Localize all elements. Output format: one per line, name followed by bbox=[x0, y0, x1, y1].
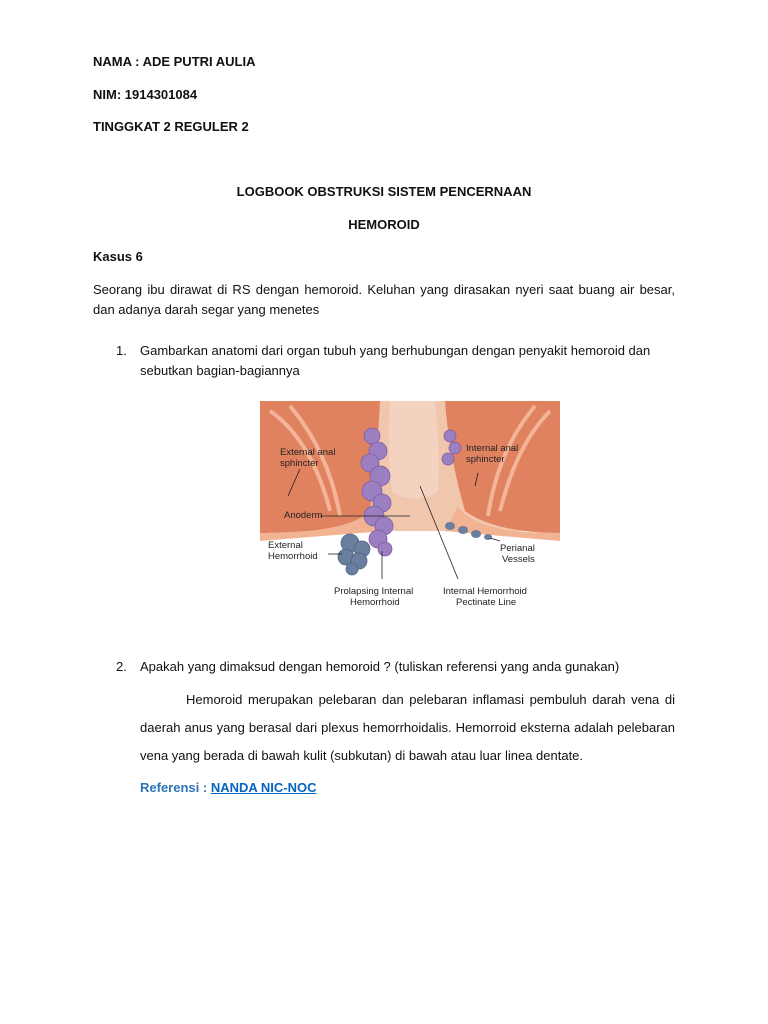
label-pectinate-line: Pectinate Line bbox=[456, 597, 517, 608]
external-hemorrhoid-cluster bbox=[338, 534, 370, 575]
student-nim: NIM: 1914301084 bbox=[93, 87, 198, 102]
label-perianal-vessels-2: Vessels bbox=[502, 554, 535, 565]
reference-label: Referensi : bbox=[140, 780, 211, 795]
label-perianal-vessels-1: Perianal bbox=[500, 543, 535, 554]
label-prolapsing-internal-2: Hemorrhoid bbox=[350, 597, 400, 608]
document-title: LOGBOOK OBSTRUKSI SISTEM PENCERNAAN bbox=[236, 184, 532, 199]
label-external-hemorrhoid-1: External bbox=[268, 540, 303, 551]
label-internal-anal-sphincter-2: sphincter bbox=[466, 454, 505, 465]
reference-link[interactable]: NANDA NIC-NOC bbox=[210, 780, 317, 795]
question-2-number: 2. bbox=[116, 659, 127, 674]
anatomy-illustration bbox=[260, 401, 560, 613]
label-internal-hemorrhoid-1: Internal Hemorrhoid bbox=[443, 586, 527, 597]
case-text: Seorang ibu dirawat di RS dengan hemoroid. Keluhan yang dirasakan nyeri saat buang air besar, dan adanya darah segar yang menetes bbox=[93, 282, 675, 317]
label-external-anal-sphincter-2: sphincter bbox=[280, 458, 319, 469]
label-internal-anal-sphincter-1: Internal anal bbox=[466, 443, 519, 454]
label-anoderm: Anoderm bbox=[284, 510, 323, 521]
question-2-text: Apakah yang dimaksud dengan hemoroid ? (tuliskan referensi yang anda gunakan) bbox=[140, 659, 620, 674]
question-2-answer: Hemoroid merupakan pelebaran dan pelebaran inflamasi pembuluh darah vena di daerah anus yang berasal dari plexus hemorrhoidalis. Hemorroid eksterna adalah pelebaran vena yang berada di bawah kulit (subkutan) di bawah atau luar linea dentate. bbox=[140, 692, 675, 763]
reference-line bbox=[140, 780, 317, 795]
question-1-text: Gambarkan anatomi dari organ tubuh yang berhubungan dengan penyakit hemoroid dan sebutkan bagian-bagiannya bbox=[140, 343, 651, 378]
case-label: Kasus 6 bbox=[93, 249, 143, 264]
label-prolapsing-internal-1: Prolapsing Internal bbox=[334, 586, 414, 597]
student-level: TINGGKAT 2 REGULER 2 bbox=[93, 119, 249, 134]
question-1-number: 1. bbox=[116, 343, 127, 358]
label-external-hemorrhoid-2: Hemorrhoid bbox=[268, 551, 318, 562]
student-name: NAMA : ADE PUTRI AULIA bbox=[93, 54, 256, 69]
anal-anatomy-figure bbox=[260, 401, 560, 613]
label-external-anal-sphincter-1: External anal bbox=[280, 447, 336, 458]
document-subtitle: HEMOROID bbox=[348, 217, 420, 232]
anal-canal-lumen bbox=[389, 401, 439, 499]
